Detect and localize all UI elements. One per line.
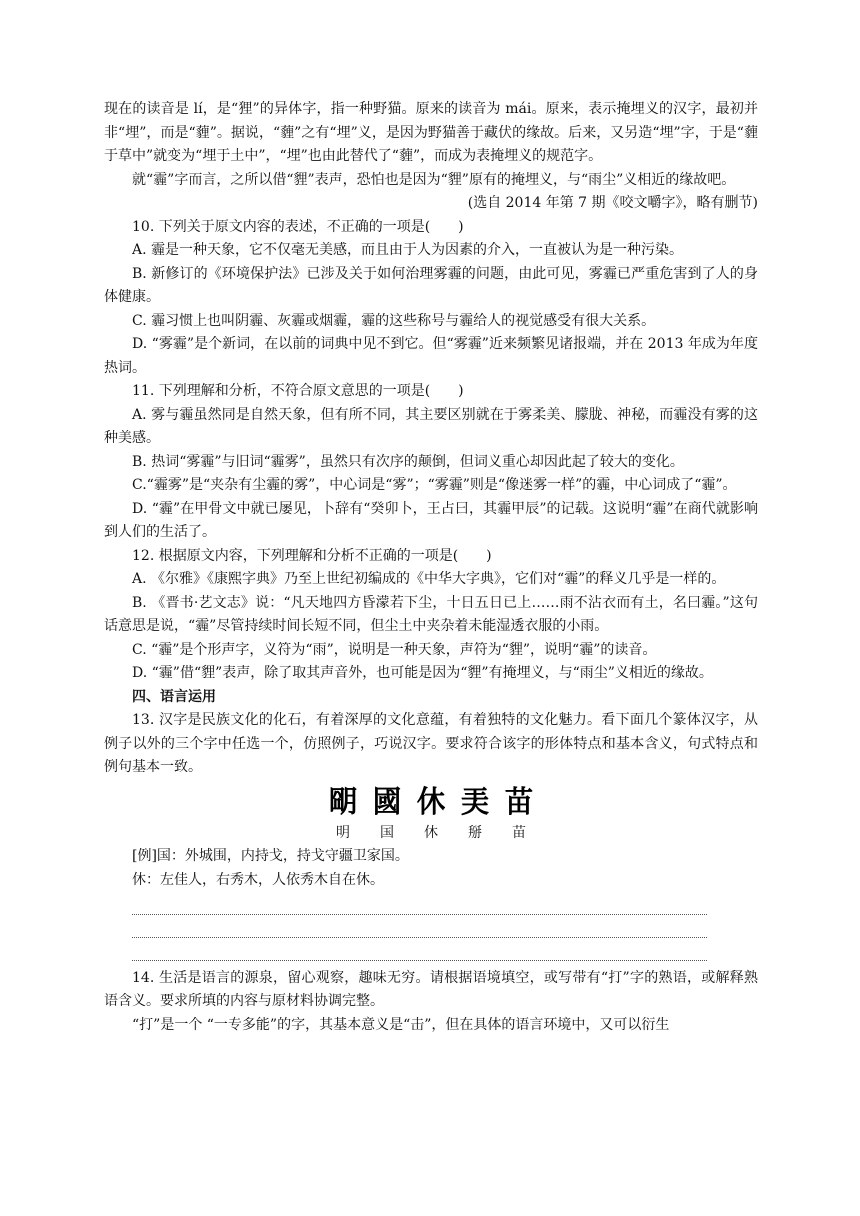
seal-label: 休 — [424, 824, 438, 841]
section-heading: 四、语言运用 — [132, 688, 216, 705]
question-11-stem: 11. 下列理解和分析，不符合原文意思的一项是( ) — [132, 383, 464, 399]
option-12-d: D. “霾”借“貍”表声，除了取其声音外，也可能是因为“貍”有掩埋义，与“雨尘”义相近的缘故。 — [132, 665, 713, 681]
seal-label: 掰 — [468, 824, 482, 841]
option-10-d: D. “雾霾”是个新词，在以前的词典中见不到它。但“雾霾”近来频繁见诸报端，并在 2013 年成为年度热词。 — [104, 336, 758, 376]
answer-line — [132, 925, 707, 938]
option-10-c: C. 霾习惯上也叫阴霾、灰霾或烟霾，霾的这些称号与霾给人的视觉感受有很大关系。 — [132, 312, 656, 329]
answer-line — [132, 948, 707, 961]
seal-glyph-row — [104, 786, 758, 820]
seal-label-row — [104, 822, 758, 844]
option-11-d: D. “霾”在甲骨文中就已屡见，卜辞有“癸卯卜，王占曰，其霾甲辰”的记载。这说明“霾”在商代就影响到人们的生活了。 — [104, 500, 758, 540]
example-line: [例]国：外城围，内持戈，持戈守疆卫家国。 — [132, 847, 409, 864]
option-10-a: A. 霾是一种天象，它不仅毫无美感，而且由于人为因素的介入，一直被认为是一种污染。 — [132, 242, 684, 258]
seal-glyph: 國 — [372, 784, 402, 820]
option-12-a: A. 《尔雅》《康熙字典》乃至上世纪初编成的《中华大字典》，它们对“霾”的释义几乎是一样的。 — [132, 571, 726, 587]
question-12-stem: 12. 根据原文内容，下列理解和分析不正确的一项是( ) — [132, 547, 492, 564]
question-13-stem: 13. 汉字是民族文化的化石，有着深厚的文化意蕴，有着独特的文化魅力。看下面几个篆体汉字，从例子以外的三个字中任选一个，仿照例子，巧说汉字。要求符合该字的形体特点和基本含义，句式特点和例句基本一致。 — [104, 712, 758, 775]
option-11-a: A. 雾与霾虽然同是自然天象，但有所不同，其主要区别就在于雾柔美、朦胧、神秘，而霾没有雾的这种美感。 — [104, 406, 758, 446]
seal-label: 国 — [380, 824, 394, 841]
seal-script-figure — [104, 786, 758, 844]
question-14-stem: 14. 生活是语言的源泉，留心观察，趣味无穷。请根据语境填空，或写带有“打”字的熟语，或解释熟语含义。要求所填的内容与原材料协调完整。 — [104, 969, 758, 1009]
seal-glyph: 休 — [416, 784, 446, 820]
answer-line — [132, 902, 707, 915]
source-note: (选自 2014 年第 7 期《咬文嚼字》，略有删节) — [467, 195, 758, 211]
option-10-b: B. 新修订的《环境保护法》已涉及关于如何治理雾霾的问题，由此可见，雾霾已严重危害到了人的身体健康。 — [104, 265, 758, 305]
option-12-b: B. 《晋书·艺文志》说：“凡天地四方昏濛若下尘，十日五日已上……雨不沾衣而有土，名曰霾。”这句话意思是说，“霾”尽管持续时间长短不同，但尘土中夹杂着未能湿透衣服的小雨。 — [104, 594, 758, 634]
option-11-c: C.“霾雾”是“夹杂有尘霾的雾”，中心词是“雾”；“雾霾”则是“像迷雾一样”的霾，中心词成了“霾”。 — [132, 477, 737, 493]
seal-label: 苗 — [512, 824, 526, 841]
seal-label: 明 — [336, 824, 350, 841]
document-page — [104, 98, 758, 1037]
passage-paragraph: 现在的读音是 lí，是“狸”的异体字，指一种野猫。原来的读音为 mái。原来，表示掩埋义的汉字，最初并非“埋”，而是“薶”。据说，“薶”之有“埋”义，是因为野猫善于藏伏的缘故。后来，又另造“埋”字，于是“薶于草中”就变为“埋于土中”，“埋”也由此替代了“薶”，而成为表掩埋义的规范字。 — [104, 101, 758, 164]
example-line: 休：左佳人，右秀木，人依秀木自在休。 — [132, 871, 384, 888]
seal-glyph: 㺯 — [460, 784, 490, 820]
passage-paragraph: 就“霾”字而言，之所以借“貍”表声，恐怕也是因为“貍”原有的掩埋义，与“雨尘”义相近的缘故吧。 — [132, 171, 736, 188]
question-14-paragraph: “打”是一个 “一专多能”的字，其基本意义是“击”，但在具体的语言环境中，又可以衍生 — [132, 1016, 670, 1033]
option-11-b: B. 热词“雾霾”与旧词“霾雾”，虽然只有次序的颠倒，但词义重心却因此起了较大的变化。 — [132, 453, 684, 470]
question-10-stem: 10. 下列关于原文内容的表述，不正确的一项是( ) — [132, 218, 464, 235]
seal-glyph: 苗 — [504, 784, 534, 820]
seal-glyph: 朙 — [328, 784, 358, 820]
option-12-c: C. “霾”是个形声字，义符为“雨”，说明是一种天象，声符为“貍”，说明“霾”的读音。 — [132, 641, 657, 658]
